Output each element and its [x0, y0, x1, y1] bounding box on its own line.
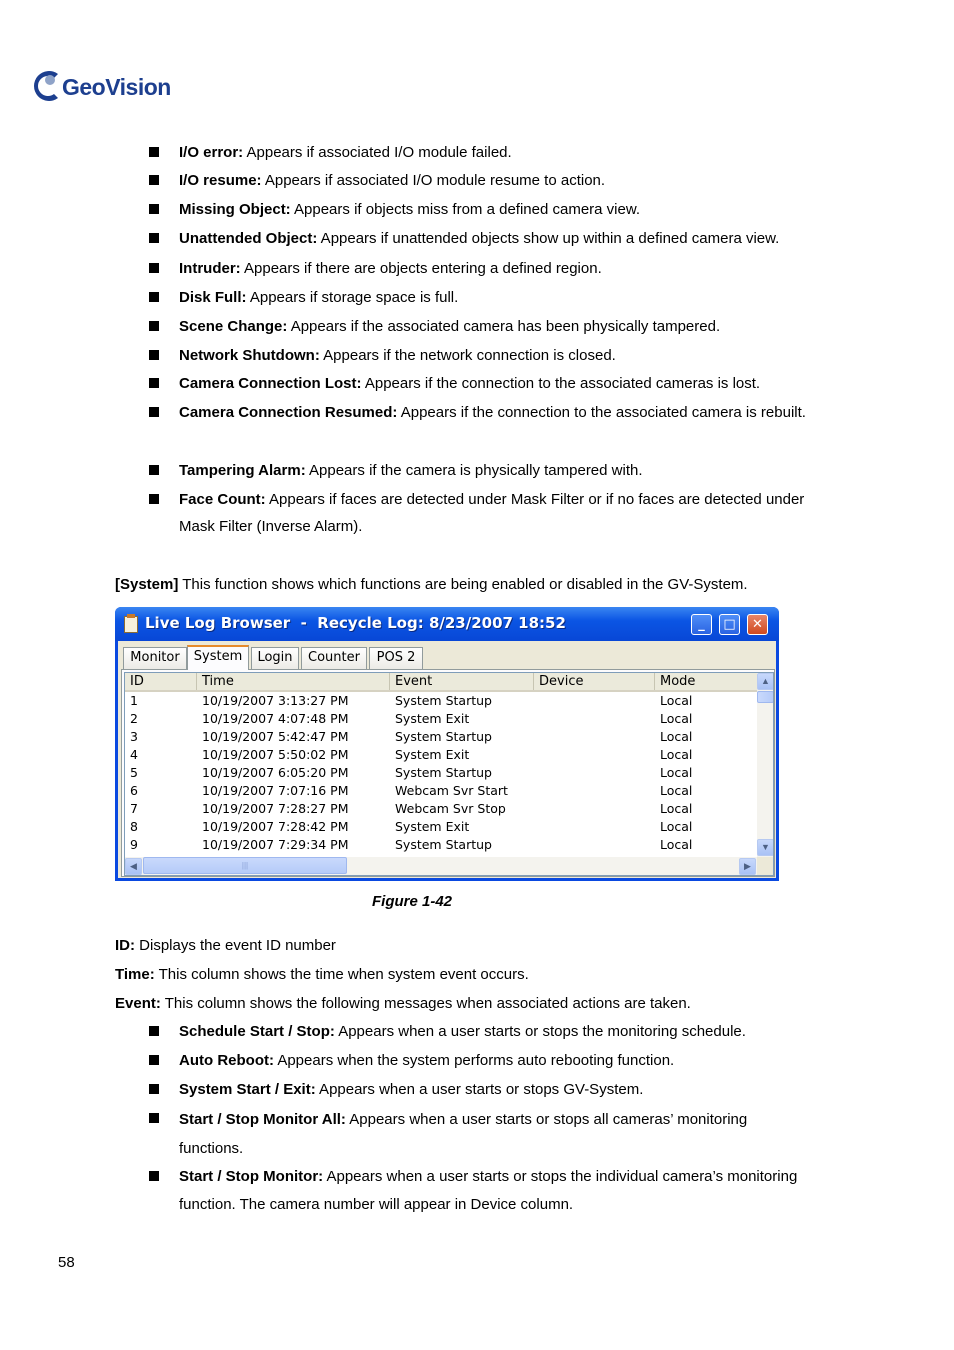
cell-time: 10/19/2007 4:07:48 PM [202, 711, 349, 726]
bullet-term: Auto Reboot: [179, 1052, 274, 1069]
definition-event [115, 994, 855, 1014]
table-row[interactable] [125, 692, 757, 710]
tab-system[interactable]: System [187, 645, 249, 670]
bullet-term: Schedule Start / Stop: [179, 1023, 335, 1040]
figure-caption: Figure 1-42 [372, 893, 453, 910]
cell-mode: Local [660, 711, 693, 726]
bullet-desc: Appears if the network connection is closed. [319, 347, 616, 364]
cell-mode: Local [660, 801, 693, 816]
tab-pos2[interactable]: POS 2 [369, 647, 423, 669]
bullet-square-icon [149, 204, 159, 214]
bullet-desc: Appears if the connection to the associated cameras is lost. [361, 375, 761, 392]
bullet-term: Start / Stop Monitor All: [179, 1111, 346, 1128]
tab-panel [121, 669, 775, 877]
cell-id: 7 [130, 801, 138, 816]
cell-id: 8 [130, 819, 138, 834]
bullet-desc: Appears when the system performs auto rebooting function. [273, 1052, 675, 1069]
tab-monitor[interactable]: Monitor [123, 647, 187, 669]
bullet-square-icon [149, 1113, 159, 1123]
cell-id: 5 [130, 765, 138, 780]
tab-strip [121, 645, 771, 669]
bullet-term: Camera Connection Resumed: [179, 404, 398, 421]
cell-mode: Local [660, 783, 693, 798]
window-client [118, 641, 776, 878]
cell-mode: Local [660, 819, 693, 834]
scroll-left-button[interactable]: ◀ [125, 858, 142, 875]
system-desc: This function shows which functions are being enabled or disabled in the GV-System. [178, 576, 748, 593]
cell-event: System Startup [395, 837, 492, 852]
clipboard-icon [124, 616, 138, 633]
column-header-device[interactable]: Device [534, 673, 655, 690]
bullet-desc: Appears when a user starts or stops the individual camera’s monitoring function. The camera number will appear in Device column. [179, 1168, 798, 1213]
log-list [124, 672, 774, 876]
title-bar[interactable] [115, 607, 779, 641]
def-term: Event: [115, 995, 161, 1012]
column-header-mode[interactable]: Mode [660, 674, 696, 689]
bullet-term: I/O resume: [179, 172, 262, 189]
bullet-square-icon [149, 175, 159, 185]
system-term: [System] [115, 576, 179, 593]
cell-time: 10/19/2007 7:28:42 PM [202, 819, 349, 834]
bullet-desc: Appears when a user starts or stops the monitoring schedule. [334, 1023, 746, 1040]
cell-time: 10/19/2007 5:42:47 PM [202, 729, 349, 744]
bullet-square-icon [149, 350, 159, 360]
bullet-square-icon [149, 147, 159, 157]
table-row[interactable] [125, 746, 757, 764]
definition-id [115, 936, 855, 956]
cell-mode: Local [660, 765, 693, 780]
window-title: Live Log Browser - Recycle Log: 8/23/2007 18:52 [145, 614, 566, 632]
close-button[interactable]: ✕ [747, 614, 768, 635]
cell-id: 4 [130, 747, 138, 762]
bullet-desc: Appears if objects miss from a defined camera view. [290, 201, 641, 218]
def-desc: Displays the event ID number [135, 937, 336, 954]
horizontal-scrollbar[interactable] [125, 857, 757, 875]
cell-id: 6 [130, 783, 138, 798]
def-term: ID: [115, 937, 135, 954]
def-desc: This column shows the following messages when associated actions are taken. [160, 995, 691, 1012]
bullet-term: Tampering Alarm: [179, 462, 306, 479]
bullet-desc: Appears if faces are detected under Mask Filter or if no faces are detected under Mask Filter (Inverse Alarm). [179, 491, 805, 535]
table-row[interactable] [125, 836, 757, 854]
table-row[interactable] [125, 728, 757, 746]
bullet-square-icon [149, 1084, 159, 1094]
bullet-term: Face Count: [179, 491, 266, 508]
vertical-scrollbar[interactable] [757, 673, 774, 857]
bullet-desc: Appears if associated I/O module resume to action. [261, 172, 606, 189]
cell-id: 2 [130, 711, 138, 726]
vertical-scroll-thumb[interactable] [757, 691, 774, 703]
table-row[interactable] [125, 782, 757, 800]
cell-event: System Exit [395, 819, 470, 834]
bullet-term: Intruder: [179, 260, 241, 277]
bullet-desc: Appears if associated I/O module failed. [243, 144, 512, 161]
table-row[interactable] [125, 818, 757, 836]
scroll-right-button[interactable]: ▶ [739, 858, 756, 875]
bullet-desc: Appears when a user starts or stops GV-System. [315, 1081, 644, 1098]
bullet-term: Start / Stop Monitor: [179, 1168, 324, 1185]
size-grip[interactable] [757, 857, 774, 875]
cell-mode: Local [660, 747, 693, 762]
cell-id: 9 [130, 837, 138, 852]
geovision-logo [28, 68, 171, 104]
cell-time: 10/19/2007 7:29:34 PM [202, 837, 349, 852]
cell-event: System Exit [395, 711, 470, 726]
list-header [125, 673, 757, 692]
cell-event: Webcam Svr Stop [395, 801, 506, 816]
bullet-term: I/O error: [179, 144, 244, 161]
cell-id: 3 [130, 729, 138, 744]
definition-time [115, 965, 855, 985]
cell-event: System Startup [395, 729, 492, 744]
bullet-term: Camera Connection Lost: [179, 375, 362, 392]
bullet-square-icon [149, 1055, 159, 1065]
bullet-desc: Appears if the connection to the associated camera is rebuilt. [397, 404, 806, 421]
bullet-desc: Appears if the camera is physically tampered with. [305, 462, 643, 479]
tab-login[interactable]: Login [251, 647, 299, 669]
cell-event: Webcam Svr Start [395, 783, 508, 798]
table-row[interactable] [125, 710, 757, 728]
def-term: Time: [115, 966, 155, 983]
logo-text: GeoVision [62, 74, 171, 100]
cell-event: System Startup [395, 765, 492, 780]
cell-event: System Startup [395, 693, 492, 708]
bullet-square-icon [149, 378, 159, 388]
bullet-square-icon [149, 263, 159, 273]
bullet-square-icon [149, 407, 159, 417]
tab-counter[interactable]: Counter [301, 647, 367, 669]
cell-time: 10/19/2007 3:13:27 PM [202, 693, 349, 708]
cell-time: 10/19/2007 5:50:02 PM [202, 747, 349, 762]
table-row[interactable] [125, 764, 757, 782]
column-header-event[interactable]: Event [390, 673, 534, 690]
bullet-square-icon [149, 465, 159, 475]
scroll-up-button[interactable]: ▲ [757, 673, 774, 690]
cell-mode: Local [660, 729, 693, 744]
live-log-browser-window [115, 607, 779, 881]
def-desc: This column shows the time when system event occurs. [154, 966, 529, 983]
cell-mode: Local [660, 693, 693, 708]
column-header-time[interactable]: Time [197, 673, 390, 690]
horizontal-scroll-thumb[interactable]: ||| [143, 857, 347, 874]
bullet-square-icon [149, 292, 159, 302]
page-number: 58 [58, 1254, 75, 1271]
bullet-desc: Appears if there are objects entering a defined region. [240, 260, 602, 277]
bullet-square-icon [149, 1171, 159, 1181]
bullet-desc: Appears if storage space is full. [246, 289, 459, 306]
cell-id: 1 [130, 693, 138, 708]
cell-time: 10/19/2007 7:28:27 PM [202, 801, 349, 816]
bullet-desc: Appears when a user starts or stops all cameras’ monitoring functions. [179, 1111, 748, 1157]
cell-time: 10/19/2007 6:05:20 PM [202, 765, 349, 780]
minimize-button[interactable]: _ [691, 614, 712, 635]
column-header-id[interactable]: ID [125, 673, 197, 690]
bullet-desc: Appears if unattended objects show up within a defined camera view. [317, 230, 780, 247]
bullet-term: Network Shutdown: [179, 347, 320, 364]
maximize-button[interactable]: □ [719, 614, 740, 635]
bullet-term: Missing Object: [179, 201, 291, 218]
bullet-term: Disk Full: [179, 289, 247, 306]
bullet-square-icon [149, 1026, 159, 1036]
table-row[interactable] [125, 800, 757, 818]
bullet-square-icon [149, 233, 159, 243]
bullet-square-icon [149, 321, 159, 331]
system-paragraph [115, 575, 855, 595]
cell-time: 10/19/2007 7:07:16 PM [202, 783, 349, 798]
cell-mode: Local [660, 837, 693, 852]
bullet-term: System Start / Exit: [179, 1081, 316, 1098]
bullet-square-icon [149, 494, 159, 504]
bullet-term: Unattended Object: [179, 230, 318, 247]
bullet-term: Scene Change: [179, 318, 288, 335]
bullet-desc: Appears if the associated camera has been physically tampered. [287, 318, 721, 335]
cell-event: System Exit [395, 747, 470, 762]
scroll-down-button[interactable]: ▼ [757, 839, 774, 856]
